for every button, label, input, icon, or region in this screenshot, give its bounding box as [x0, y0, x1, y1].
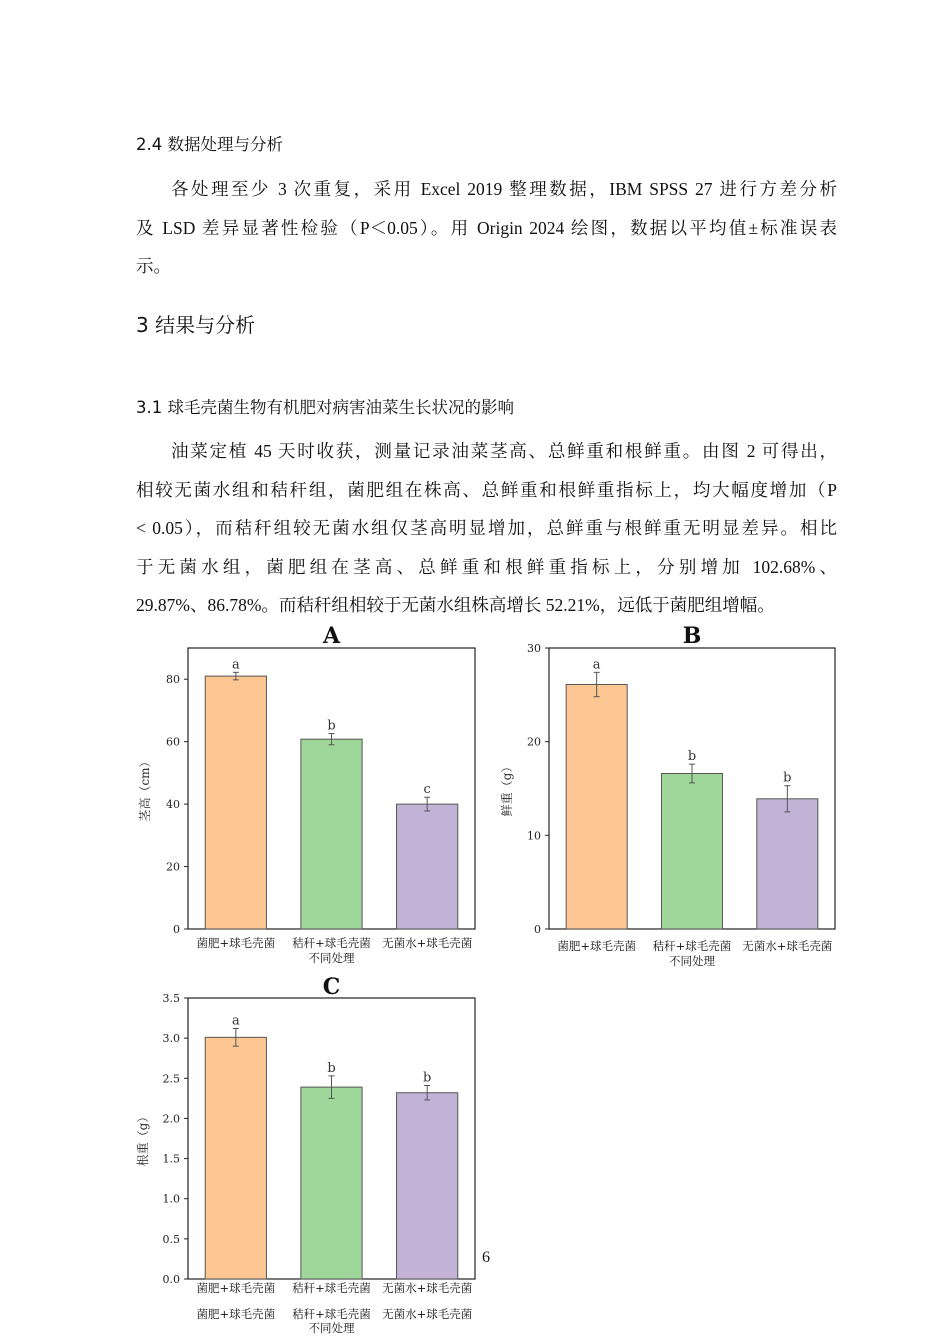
- para-line: 相较无菌水组和秸秆组，菌肥组在株高、总鲜重和根鲜重指标上，均大幅度增加（P: [136, 479, 837, 500]
- para-line: 示。: [136, 256, 171, 276]
- chart-title: A: [322, 623, 341, 649]
- y-tick-label: 0.5: [162, 1232, 180, 1246]
- category-label-repeat: 菌肥+球毛壳菌: [196, 1307, 276, 1321]
- category-label-repeat: 无菌水+球毛壳菌: [382, 1307, 473, 1321]
- y-tick-label: 60: [166, 735, 180, 749]
- y-axis-label: 鲜重（g）: [500, 760, 514, 817]
- chart-title: C: [322, 974, 341, 1000]
- category-label: 菌肥+球毛壳菌: [196, 1281, 276, 1295]
- y-tick-label: 3.5: [162, 992, 180, 1005]
- y-tick-label: 0.0: [162, 1273, 180, 1286]
- category-label-repeat: 秸秆+球毛壳菌: [292, 1307, 371, 1321]
- bar: [301, 1087, 362, 1279]
- y-tick-label: 80: [166, 673, 180, 687]
- y-tick-label: 1.5: [162, 1152, 180, 1166]
- y-tick-label: 1.0: [162, 1192, 180, 1206]
- significance-letter: c: [423, 782, 431, 798]
- y-tick-label: 0: [534, 923, 541, 936]
- category-label: 无菌水+球毛壳菌: [742, 939, 833, 953]
- y-tick-label: 0: [173, 923, 180, 936]
- y-tick-label: 10: [527, 829, 541, 843]
- significance-letter: b: [783, 770, 792, 786]
- section-heading-3: 3 结果与分析: [136, 313, 256, 337]
- section-heading-2-4: 2.4 数据处理与分析: [136, 135, 283, 154]
- para-line: 29.87%、86.78%。而秸秆组相较于无菌水组株高增长 52.21%，远低于菌肥组增幅。: [136, 595, 775, 615]
- y-tick-label: 20: [527, 735, 541, 749]
- para-line: < 0.05），而秸秆组较无菌水组仅茎高明显增加，总鲜重与根鲜重无明显差异。相比: [136, 518, 837, 538]
- bar: [205, 1037, 266, 1279]
- section-heading-3-1: 3.1 球毛壳菌生物有机肥对病害油菜生长状况的影响: [136, 398, 514, 417]
- significance-letter: a: [592, 657, 601, 673]
- category-label: 菌肥+球毛壳菌: [557, 939, 636, 953]
- significance-letter: b: [327, 718, 336, 734]
- y-tick-label: 3.0: [162, 1032, 180, 1046]
- category-label: 秸秆+球毛壳菌: [292, 1281, 371, 1295]
- category-label: 秸秆+球毛壳菌: [652, 939, 732, 953]
- category-label: 菌肥+球毛壳菌: [196, 936, 276, 950]
- bar: [397, 1093, 458, 1279]
- y-tick-label: 2.0: [162, 1112, 180, 1126]
- para-line: 及 LSD 差异显著性检验（P＜0.05）。用 Origin 2024 绘图，数据以平均值±标准误表: [136, 217, 837, 238]
- chart-title: B: [682, 623, 702, 649]
- significance-letter: b: [327, 1060, 336, 1076]
- x-axis-label: 不同处理: [308, 951, 355, 965]
- significance-letter: b: [687, 749, 697, 765]
- significance-letter: a: [231, 657, 240, 673]
- y-tick-label: 20: [166, 860, 180, 874]
- x-axis-label: 不同处理: [308, 1321, 355, 1335]
- significance-letter: a: [231, 1013, 240, 1029]
- para-line: 于无菌水组，菌肥组在茎高、总鲜重和根鲜重指标上，分别增加 102.68%、: [136, 556, 837, 577]
- page-number: 6: [482, 1249, 490, 1266]
- category-label: 秸秆+球毛壳菌: [292, 936, 371, 950]
- category-label: 无菌水+球毛壳菌: [382, 1281, 473, 1295]
- y-axis-label: 根重（g）: [136, 1110, 150, 1167]
- para-line: 各处理至少 3 次重复，采用 Excel 2019 整理数据，IBM SPSS 27 进行方差分析: [171, 179, 837, 199]
- x-axis-label: 不同处理: [669, 954, 715, 968]
- y-tick-label: 30: [527, 642, 541, 655]
- significance-letter: b: [423, 1070, 432, 1086]
- para-line: 油菜定植 45 天时收获，测量记录油菜茎高、总鲜重和根鲜重。由图 2 可得出，: [171, 441, 837, 461]
- y-tick-label: 40: [166, 798, 180, 812]
- y-tick-label: 2.5: [162, 1072, 180, 1086]
- category-label: 无菌水+球毛壳菌: [382, 936, 473, 950]
- y-axis-label: 茎高（cm）: [138, 755, 152, 822]
